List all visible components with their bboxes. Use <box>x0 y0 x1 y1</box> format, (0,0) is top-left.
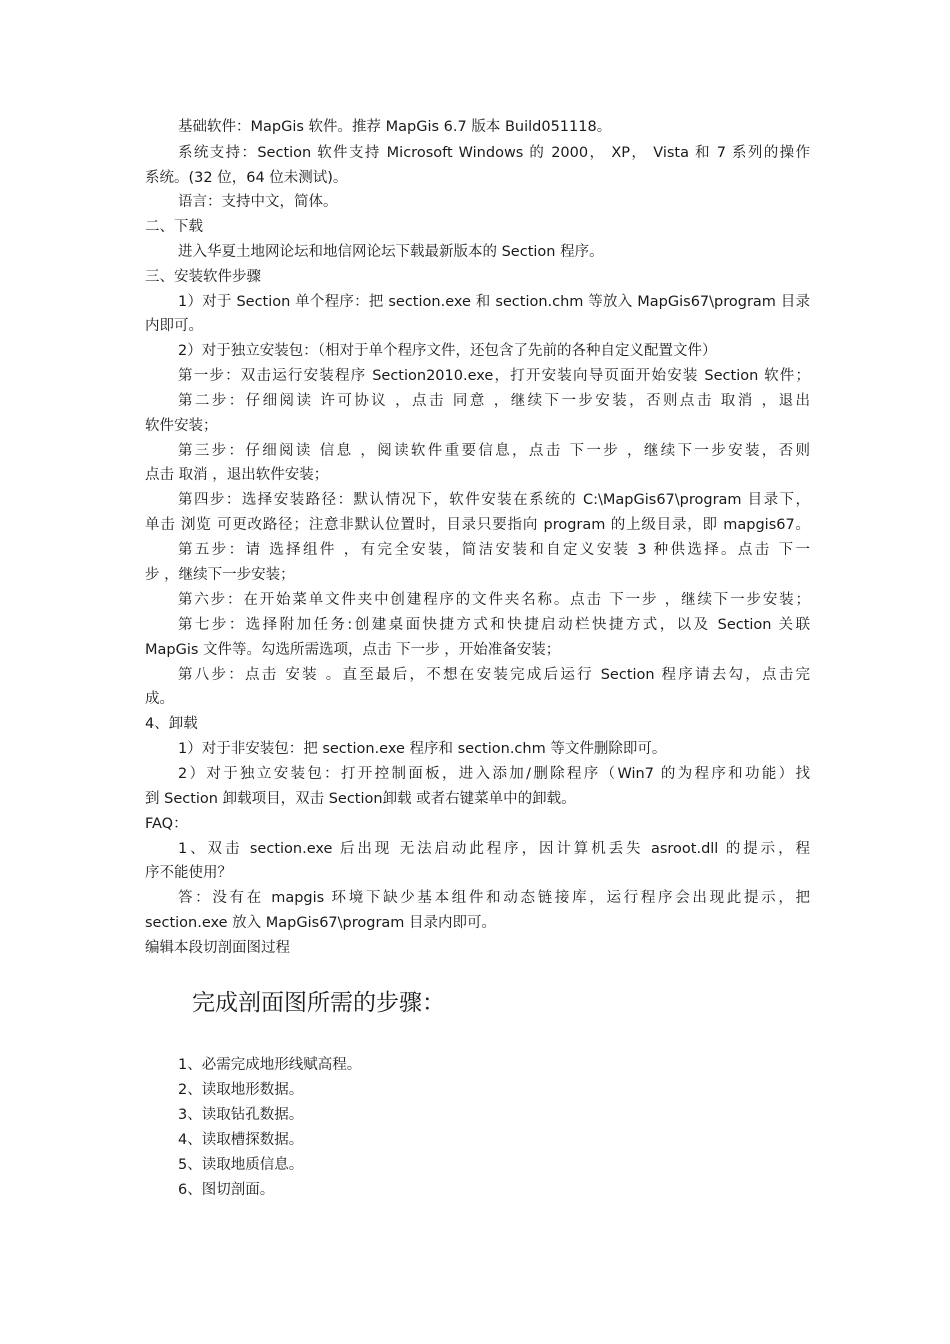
section-heading-faq: FAQ： <box>145 816 188 832</box>
text-line-step-2: 第二步：仔细阅读 许可协议 ，点击 同意 ，继续下一步安装，否则点击 取消 ，退出 <box>178 393 810 409</box>
text-line-step-4-cont: 单击 浏览 可更改路径；注意非默认位置时，目录只要指向 program 的上级目录，即 mapgis67。 <box>145 517 810 533</box>
section-heading-uninstall: 4、卸载 <box>145 716 198 732</box>
text-line-step-8-cont: 成。 <box>145 691 174 707</box>
section-heading-profile-steps: 完成剖面图所需的步骤： <box>192 990 445 1016</box>
text-line-step-7-cont: MapGis 文件等。勾选所需选项，点击 下一步 ，开始准备安装； <box>145 642 561 658</box>
list-item-step: 4、读取槽探数据。 <box>178 1132 304 1148</box>
text-line-system-support: 系统支持：Section 软件支持 Microsoft Windows 的 2000， XP， Vista 和 7 系列的操作 <box>178 145 810 161</box>
list-item-step: 6、图切剖面。 <box>178 1182 275 1198</box>
text-line-uninstall-1: 1）对于非安装包：把 section.exe 程序和 section.chm 等文件删除即可。 <box>178 741 667 757</box>
list-item-step: 5、读取地质信息。 <box>178 1157 304 1173</box>
text-line-edit-section: 编辑本段切剖面图过程 <box>145 940 290 956</box>
text-line-faq-question: 1、双击 section.exe 后出现 无法启动此程序，因计算机丢失 asroot.dll 的提示，程 <box>178 841 810 857</box>
text-line-step-8: 第八步：点击 安装 。直至最后，不想在安装完成后运行 Section 程序请去勾，点击完 <box>178 667 810 683</box>
text-line-faq-question-cont: 序不能使用？ <box>145 865 232 881</box>
text-line-uninstall-2: 2）对于独立安装包：打开控制面板，进入添加/删除程序（Win7 的为程序和功能）找 <box>178 766 810 782</box>
text-line-install-2: 2）对于独立安装包：（相对于单个程序文件，还包含了先前的各种自定义配置文件） <box>178 343 717 359</box>
text-line-download: 进入华夏土地网论坛和地信网论坛下载最新版本的 Section 程序。 <box>178 244 604 260</box>
section-heading-install: 三、安装软件步骤 <box>145 269 261 285</box>
list-item-step: 3、读取钻孔数据。 <box>178 1107 304 1123</box>
text-line-install-1: 1）对于 Section 单个程序：把 section.exe 和 section.chm 等放入 MapGis67\program 目录 <box>178 294 810 310</box>
text-line-step-6: 第六步：在开始菜单文件夹中创建程序的文件夹名称。点击 下一步 ，继续下一步安装； <box>178 592 810 608</box>
text-line-system-cont: 系统。(32 位，64 位未测试)。 <box>145 170 348 186</box>
section-heading-download: 二、下载 <box>145 219 203 235</box>
list-item-step: 1、必需完成地形线赋高程。 <box>178 1057 362 1073</box>
list-item-step: 2、读取地形数据。 <box>178 1082 304 1098</box>
text-line-step-3: 第三步：仔细阅读 信息 ，阅读软件重要信息，点击 下一步 ，继续下一步安装，否则 <box>178 443 810 459</box>
text-line-uninstall-2-cont: 到 Section 卸载项目，双击 Section卸载 或者右键菜单中的卸载。 <box>145 791 576 807</box>
text-line-step-5: 第五步：请 选择组件 ，有完全安装，简洁安装和自定义安装 3 种供选择。点击 下一 <box>178 542 810 558</box>
text-line-install-1-cont: 内即可。 <box>145 318 203 334</box>
text-line-step-5-cont: 步 ，继续下一步安装； <box>145 567 295 583</box>
text-line-step-7: 第七步：选择附加任务:创建桌面快捷方式和快捷启动栏快捷方式，以及 Section 关联 <box>178 617 810 633</box>
text-line-language: 语言：支持中文，简体。 <box>178 194 338 210</box>
text-line-step-1: 第一步：双击运行安装程序 Section2010.exe，打开安装向导页面开始安装 Section 软件； <box>178 368 810 384</box>
text-line-step-4: 第四步：选择安装路径：默认情况下，软件安装在系统的 C:\MapGis67\program 目录下， <box>178 492 810 508</box>
text-line-faq-answer: 答：没有在 mapgis 环境下缺少基本组件和动态链接库，运行程序会出现此提示，把 <box>178 890 810 906</box>
text-line-step-2-cont: 软件安装； <box>145 418 218 434</box>
text-line-base-software: 基础软件：MapGis 软件。推荐 MapGis 6.7 版本 Build051118。 <box>178 119 612 135</box>
text-line-step-3-cont: 点击 取消 ，退出软件安装； <box>145 467 329 483</box>
text-line-faq-answer-cont: section.exe 放入 MapGis67\program 目录内即可。 <box>145 915 497 931</box>
